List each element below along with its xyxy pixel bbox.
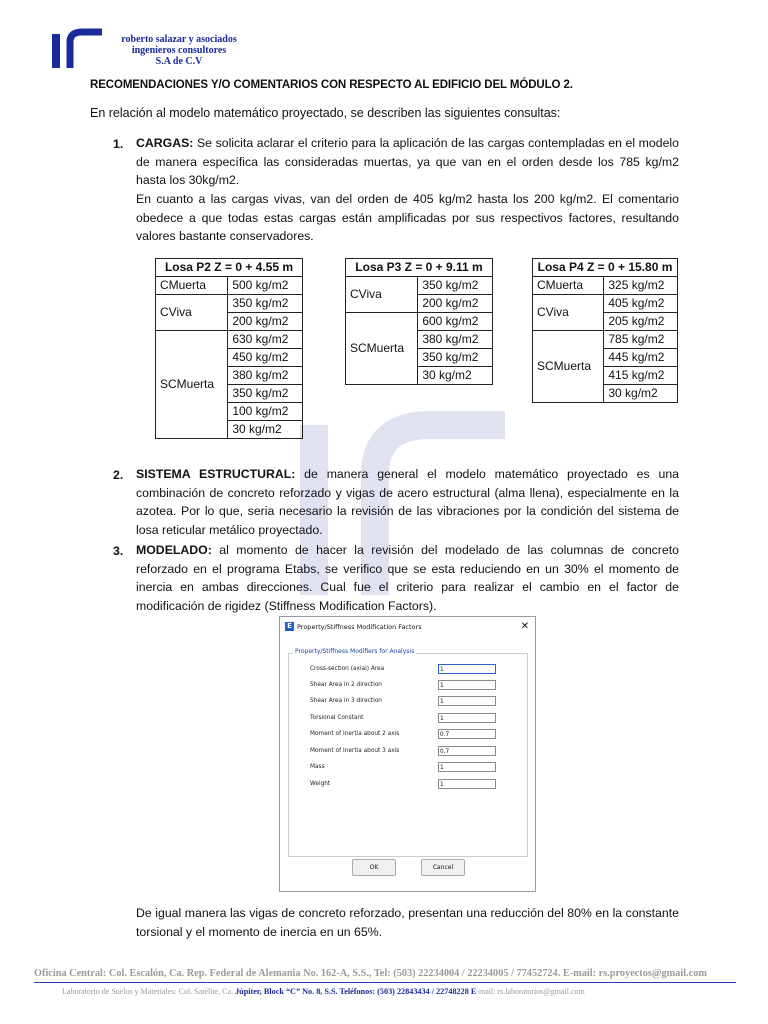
footer-laboratory [62,987,585,996]
closing-paragraph: De igual manera las vigas de concreto reforzado, presentan una reducción del 80% en la constante torsional y el momento de inercia en un 65%. [136,906,679,939]
table-cell: CMuerta [156,277,228,295]
table-header: Losa P2 Z = 0 + 4.55 m [156,259,303,277]
table-cell: 785 kg/m2 [604,331,678,349]
table-cell: 200 kg/m2 [418,295,493,313]
table-cell: 325 kg/m2 [604,277,678,295]
table-cell: 350 kg/m2 [418,277,493,295]
table-cell: 350 kg/m2 [228,385,303,403]
table-cell: 205 kg/m2 [604,313,678,331]
table-cell: 30 kg/m2 [604,385,678,403]
table-cell: CViva [346,277,418,313]
table-cell: 200 kg/m2 [228,313,303,331]
table-losa-p2 [155,258,303,439]
modifier-input[interactable]: 0.7 [438,729,496,739]
item-cargas-cont: En cuanto a las cargas vivas, van del orden de 405 kg/m2 hasta los 200 kg/m2. El comentario obedece a que todas estas cargas están amplificadas por sus respectivos factores, resultando valores bastante conservadores. [136,192,679,243]
dialog-title: Property/Stiffness Modification Factors [297,623,422,631]
item-sistema-estructural [136,465,679,539]
modifier-label: Weight [310,781,331,787]
table-cell: 380 kg/m2 [418,331,493,349]
table-cell: 405 kg/m2 [604,295,678,313]
stiffness-dialog [279,616,536,892]
table-cell: 500 kg/m2 [228,277,303,295]
modifier-label: Mass [310,764,325,770]
item-text: Se solicita aclarar el criterio para la aplicación de las cargas contempladas en el modelo de manera específica las consideradas muertas, ya que van en el orden desde los 785 kg/m2 hasta los 30kg/m2. [136,136,679,187]
table-cell: 445 kg/m2 [604,349,678,367]
modifier-input[interactable]: 1 [438,680,496,690]
company-line-3: S.A de C.V [155,56,203,67]
modifier-input[interactable]: 1 [438,713,496,723]
company-line-1: roberto salazar y asociados [121,34,237,45]
table-cell: SCMuerta [533,331,604,403]
table-cell: SCMuerta [156,331,228,439]
modifiers-group-label: Property/Stiffness Modifiers for Analysis [295,648,415,655]
table-cell: 600 kg/m2 [418,313,493,331]
modifier-label: Moment of Inertia about 3 axis [310,748,400,754]
modifier-label: Moment of Inertia about 2 axis [310,731,400,737]
modifier-input[interactable]: 1 [438,696,496,706]
modifier-label: Torsional Constant [310,715,364,721]
modifier-label: Shear Area in 3 direction [310,698,382,704]
modifier-input[interactable]: 1 [438,762,496,772]
table-cell: CMuerta [533,277,604,295]
dialog-titlebar [280,617,535,637]
item-number: 3. [113,544,124,558]
company-name [104,34,254,67]
company-line-2: ingenieros consultores [131,45,227,56]
table-header: Losa P4 Z = 0 + 15.80 m [533,259,678,277]
table-cell: 350 kg/m2 [228,295,303,313]
table-header: Losa P3 Z = 0 + 9.11 m [346,259,493,277]
item-number: 2. [113,468,124,482]
close-icon[interactable]: ✕ [520,621,529,632]
intro-text: En relación al modelo matemático proyectado, se describen las siguientes consultas: [90,106,561,120]
item-keyword: MODELADO: [136,543,212,557]
table-cell: 100 kg/m2 [228,403,303,421]
table-cell: SCMuerta [346,313,418,385]
footer-office: Oficina Central: Col. Escalón, Ca. Rep. Federal de Alemania No. 162-A, S.S., Tel: (503) 22234004 / 22234005 / 77452724. E-mail: rs.proyectos@gmail.com [34,968,707,979]
table-cell: 30 kg/m2 [228,421,303,439]
modifier-label: Shear Area in 2 direction [310,682,382,688]
table-cell: 415 kg/m2 [604,367,678,385]
table-losa-p4 [532,258,678,403]
footer-lab-c: -mail: rs.laboratorios@gmail.com [476,987,585,996]
modifier-input[interactable]: 1 [438,664,496,674]
item-keyword: CARGAS: [136,136,194,150]
item-text: al momento de hacer la revisión del modelado de las columnas de concreto reforzado en el programa Etabs, se verifico que se esta reduciendo en un 30% el momento de inercia en ambas direcciones. Cual fue el criterio para realizar el cambio en el factor de modificación de rigidez (Stiffness Modification Factors). [136,543,679,613]
company-logo [48,28,108,72]
item-modelado [136,541,679,615]
item-text: de manera general el modelo matemático proyectado es una combinación de concreto reforzado y vigas de acero estructural (alma llena), especialmente en la azotea. Por lo que, seria necesario la revisión de las vibraciones por la condición del sistema de losa reticular metálico proyectado. [136,467,680,537]
table-cell: CViva [533,295,604,331]
item-cargas [136,134,679,190]
footer-lab-b: Júpiter, Block “C” No. 8, S.S. Teléfonos: (503) 22843434 / 22748228 E [235,987,477,996]
item-keyword: SISTEMA ESTRUCTURAL: [136,467,296,481]
modifier-input[interactable]: 1 [438,779,496,789]
footer-divider [34,982,736,983]
table-cell: 30 kg/m2 [418,367,493,385]
table-cell: 350 kg/m2 [418,349,493,367]
footer-lab-a: Laboratorio de Suelos y Materiales: Col. Satélite, Ca. [62,987,236,996]
table-losa-p3 [345,258,493,385]
modifier-label: Cross-section (axial) Area [310,666,385,672]
table-cell: CViva [156,295,228,331]
table-cell: 380 kg/m2 [228,367,303,385]
cancel-button[interactable]: Cancel [421,859,465,876]
etabs-app-icon: E [285,622,294,631]
document-title: RECOMENDACIONES Y/O COMENTARIOS CON RESPECTO AL EDIFICIO DEL MÓDULO 2. [90,79,573,91]
table-cell: 630 kg/m2 [228,331,303,349]
ok-button[interactable]: OK [352,859,396,876]
table-cell: 450 kg/m2 [228,349,303,367]
item-number: 1. [113,137,124,151]
modifier-input[interactable]: 0.7 [438,746,496,756]
